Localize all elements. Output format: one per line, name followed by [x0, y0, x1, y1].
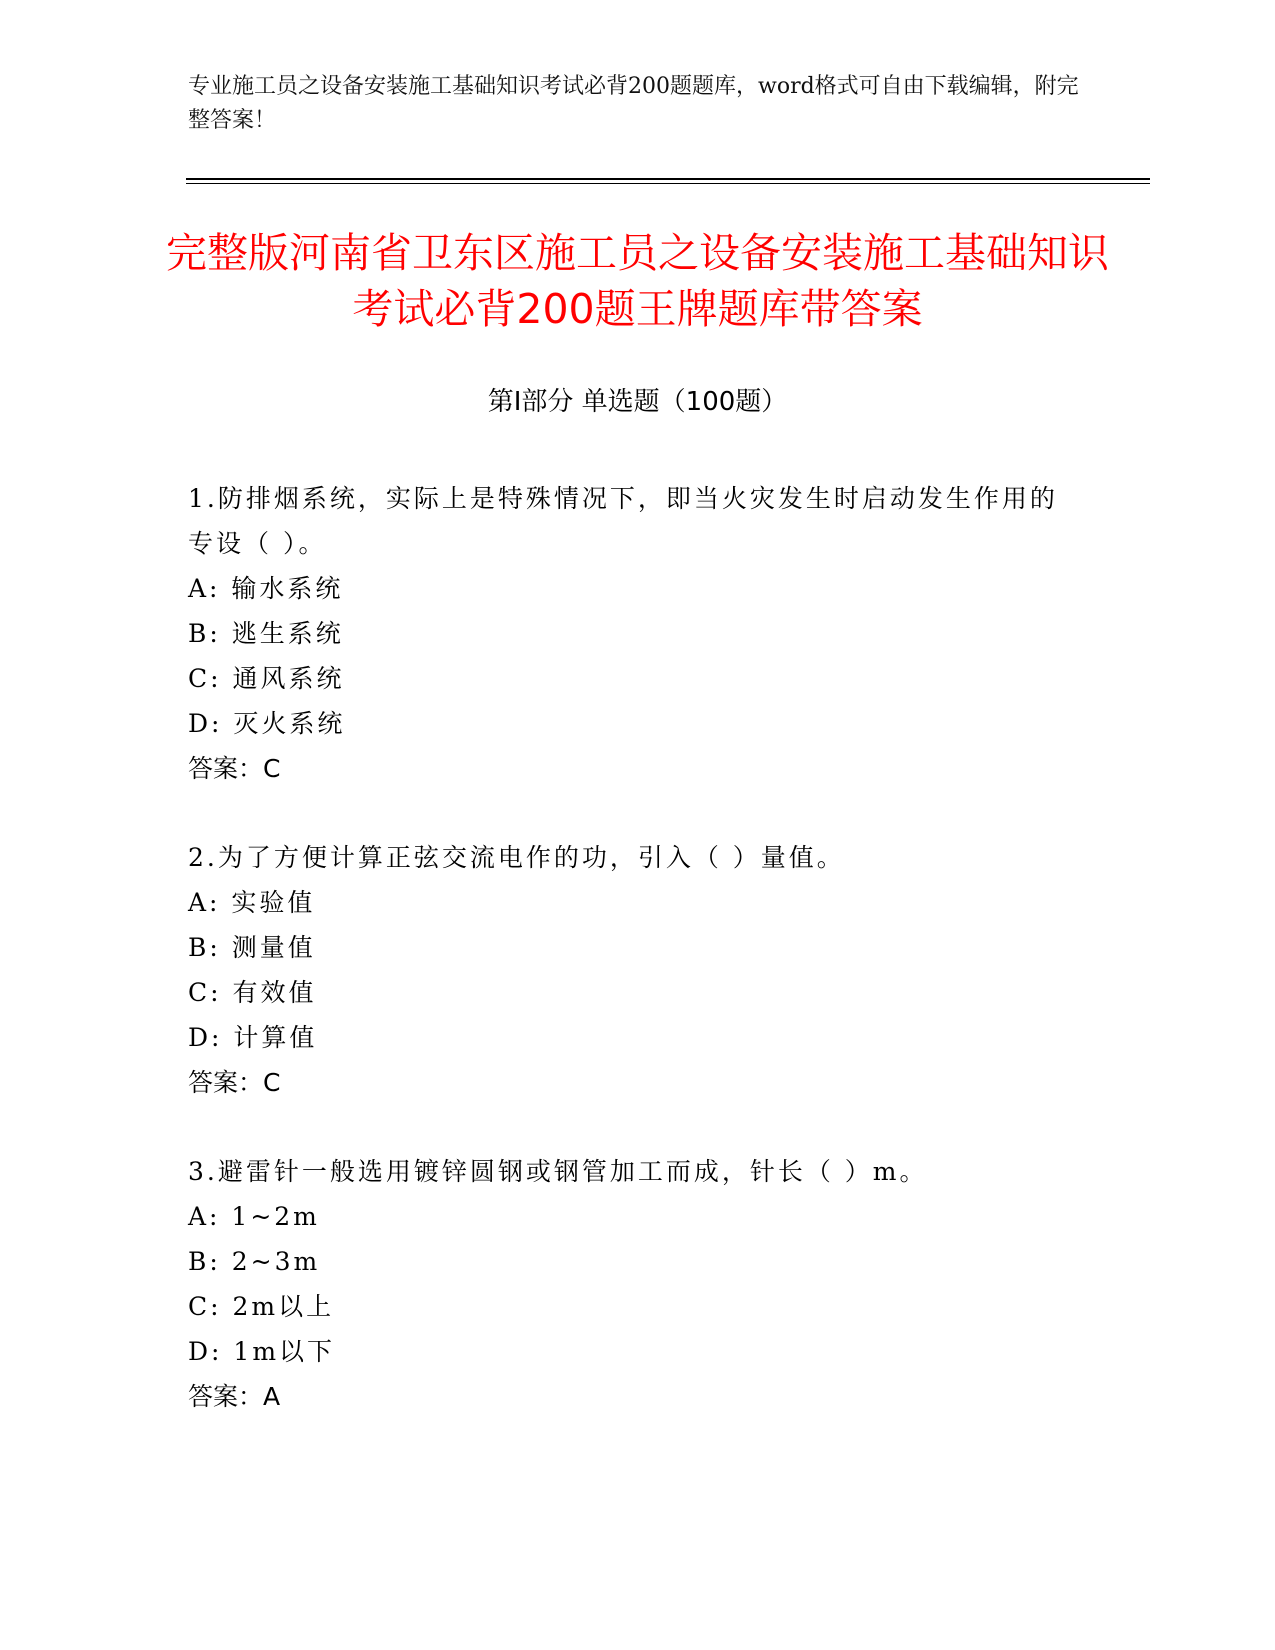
- question-stem: 2.为了方便计算正弦交流电作的功，引入（ ）量值。: [188, 843, 845, 872]
- header-rule-thick: [186, 178, 1150, 180]
- question-stem: 1.防排烟系统，实际上是特殊情况下，即当火灾发生时启动发生作用的专设（ ）。: [188, 484, 1058, 558]
- question-2: [188, 835, 1068, 1105]
- header-note: 专业施工员之设备安装施工基础知识考试必背200题题库，word格式可自由下载编辑，附完整答案！: [188, 74, 1079, 133]
- option-d: D: 灭火系统: [188, 709, 346, 738]
- question-list: [188, 476, 1068, 1463]
- option-d: D: 计算值: [188, 1023, 318, 1052]
- option-b: B: 2~3m: [188, 1247, 321, 1276]
- question-1: [188, 476, 1068, 791]
- section-heading: 第Ⅰ部分 单选题（100题）: [487, 387, 788, 417]
- option-a: A: 实验值: [188, 888, 316, 917]
- option-b: B: 逃生系统: [188, 619, 344, 648]
- document-title: 完整版河南省卫东区施工员之设备安装施工基础知识考试必背200题王牌题库带答案: [166, 229, 1109, 333]
- option-a: A: 1~2m: [188, 1202, 320, 1231]
- question-3: [188, 1149, 1068, 1419]
- option-b: B: 测量值: [188, 933, 316, 962]
- option-d: D: 1m以下: [188, 1337, 336, 1366]
- answer: 答案：C: [188, 1068, 281, 1097]
- option-c: C: 2m以上: [188, 1292, 335, 1321]
- answer: 答案：C: [188, 754, 281, 783]
- header-rule-thin: [186, 183, 1150, 184]
- option-c: C: 有效值: [188, 978, 317, 1007]
- option-a: A: 输水系统: [188, 574, 344, 603]
- question-stem: 3.避雷针一般选用镀锌圆钢或钢管加工而成，针长（ ）m。: [188, 1157, 928, 1186]
- answer: 答案：A: [188, 1382, 281, 1411]
- option-c: C: 通风系统: [188, 664, 345, 693]
